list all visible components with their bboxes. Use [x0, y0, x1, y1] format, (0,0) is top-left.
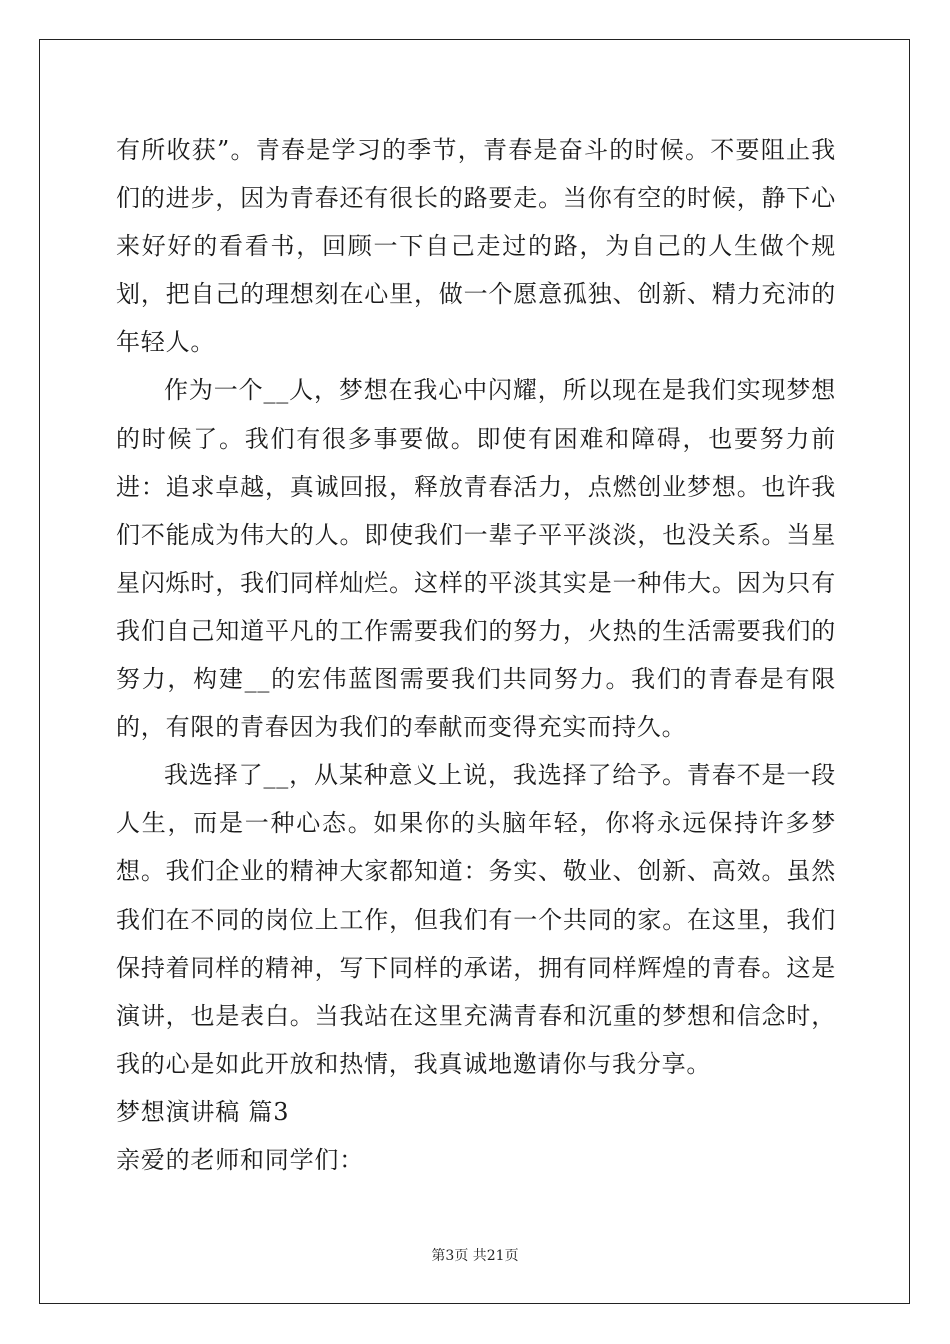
body-text — [116, 126, 836, 1184]
section-heading: 梦想演讲稿 篇3 — [116, 1097, 290, 1126]
paragraph-1: 有所收获”。青春是学习的季节，青春是奋斗的时候。不要阻止我们的进步，因为青春还有很长的路要走。当你有空的时候，静下心来好好的看看书，回顾一下自己走过的路，为自己的人生做个规划，把自己的理想刻在心里，做一个愿意孤独、创新、精力充沛的年轻人。 — [116, 136, 836, 357]
salutation: 亲爱的老师和同学们： — [116, 1145, 364, 1174]
paragraph-3: 我选择了__，从某种意义上说，我选择了给予。青春不是一段人生，而是一种心态。如果你的头脑年轻，你将永远保持许多梦想。我们企业的精神大家都知道：务实、敬业、创新、高效。虽然我们在不同的岗位上工作，但我们有一个共同的家。在这里，我们保持着同样的精神，写下同样的承诺，拥有同样辉煌的青春。这是演讲，也是表白。当我站在这里充满青春和沉重的梦想和信念时，我的心是如此开放和热情，我真诚地邀请你与我分享。 — [116, 761, 836, 1078]
page-number-footer: 第3页 共21页 — [431, 1248, 519, 1264]
paragraph-2: 作为一个__人，梦想在我心中闪耀，所以现在是我们实现梦想的时候了。我们有很多事要做。即使有困难和障碍，也要努力前进：追求卓越，真诚回报，释放青春活力，点燃创业梦想。也许我们不能成为伟大的人。即使我们一辈子平平淡淡，也没关系。当星星闪烁时，我们同样灿烂。这样的平淡其实是一种伟大。因为只有我们自己知道平凡的工作需要我们的努力，火热的生活需要我们的努力，构建__的宏伟蓝图需要我们共同努力。我们的青春是有限的，有限的青春因为我们的奉献而变得充实而持久。 — [116, 376, 836, 742]
